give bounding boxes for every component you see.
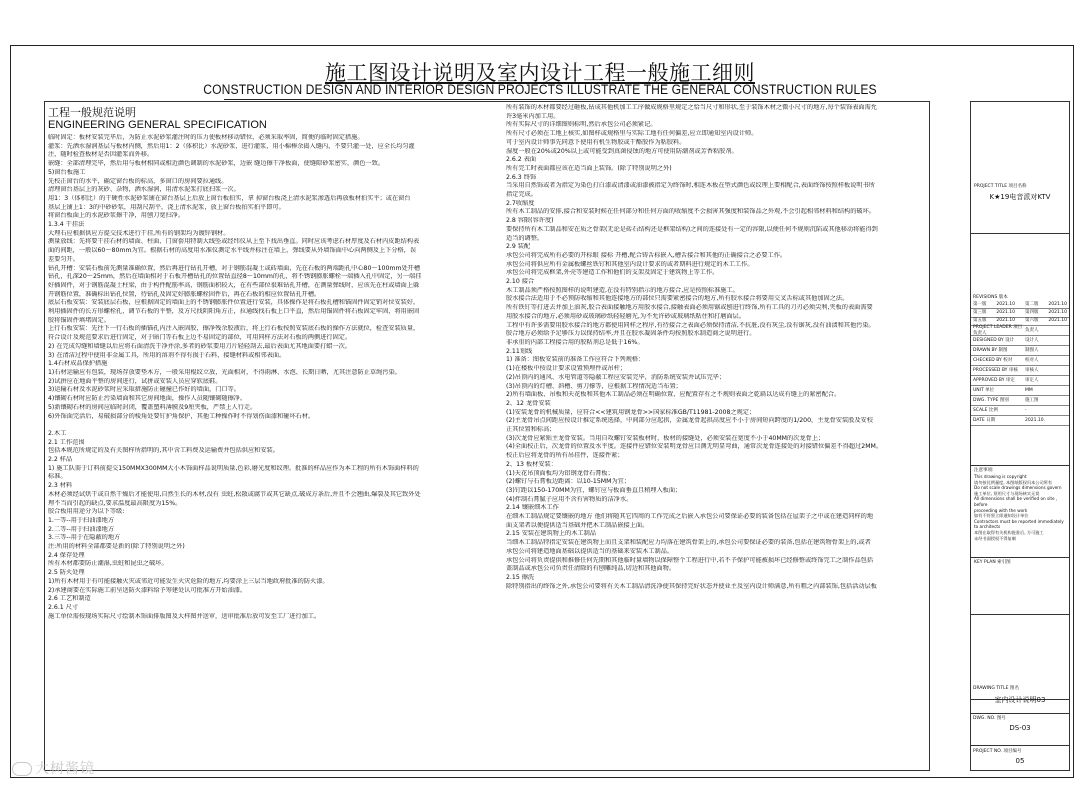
page-title-cn: 施工图设计说明及室内设计工程一般施工细则 [325,61,755,85]
text-line: 适当的调整。 [506,234,544,242]
watermark-logo-icon [12,762,32,776]
text-line: 1) 施工队需于订料前提交150MMX300MM大小木饰面样品说明质量,色彩,磨光度和纹理。批准的样品应作为本工程的所有木饰面样料的 [48,464,419,472]
text-line: 木工制品须严格按照图样的说明建造,在没有特别指示的地方接合,应是按照标准施工。 [506,286,739,294]
text-line: proceeding with the work [974,507,1028,513]
notes-list [974,474,1066,541]
text-line: Do not scale drawings dimensions govern [974,485,1062,491]
text-line: 包括本规范所规定的及有关图样所指明的,其中含工料费及运输费并包括供应和安装。 [48,447,279,455]
text-line: 承包公司将建造地面基础以提供适当的基础来安装木工制品。 [506,547,674,555]
text-line: 2.2 样品 [48,456,73,463]
section-heading-en: ENGINEERING GENERAL SPECIFICATION [48,119,267,131]
field-label: PROCESSED BY 审核 [973,367,1018,373]
revision-cell: 第五版 [973,318,987,324]
title-block-field [971,406,1069,416]
text-line: All dimensions shall be verified on site , before [974,496,1058,507]
right-text-column [506,104,926,768]
text-line: 2.木工 [48,429,67,437]
page-title-en: CONSTRUCTION DESIGN AND INTERIOR DESIGN PROJECTS ILLUSTRATE THE GENERAL CONSTRUCTION RULES [203,82,877,97]
text-line: 1) 准备：图板安装前的准备工作应符合下列规格： [506,356,645,364]
field-value: 设计人 [1025,337,1039,343]
field-label: SCALE 比例 [973,407,998,413]
project-no-label: PROJECT NO. 项目编号 [973,749,1022,754]
text-line: 1.一等--用于扫油漆地方 [48,516,115,524]
title-block-field [971,326,1069,336]
text-line: 非承重的内部工程接合用的胶粘剂总是低于16%。 [506,338,644,346]
text-line: 在细木工制品规定要镶嵌的地方 他们将随其它四周的工作完成之后嵌入承包公司要保证必要的装备包括在屋架子之中或在建造同样的地 [506,513,874,521]
text-line: 1.3.4 干挂法 [48,221,85,229]
text-line: 2.10 接合 [506,278,535,286]
text-line: 4)镶砌石材时应防止污染墙面和其它房间地面，操作人员随镶砌随擦净。 [48,395,247,403]
text-line: 指定完成。 [506,191,537,199]
text-line: 承包公司将负责提供和推修任何先期和其他临时量墙物以保障整个工程进行中,若不予保护可能被损坏已经修整或终饰完工之制作品包括 [506,556,874,564]
revision-cell: 2021.10 [1048,318,1067,324]
text-line: 面支架者以便提供适当基础并把木工制品嵌接上面。 [506,521,649,529]
text-line: 承包公司将供应所有金属板螺丝铁钉和其他室内设计要求的或者期料进行规定的木工工作。 [506,260,754,268]
title-block-field [971,356,1069,366]
text-line: (1)在楼板中按设计要求设置预埋件或吊杆； [506,365,627,373]
title-block-field [971,376,1069,386]
revisions-table [971,301,1069,326]
text-line: 理不当而引起的缺点,要求温度最高限度为15%。 [48,499,182,507]
text-line: 灌浆：先洒水湿润基层与板材内侧，然后用1：2（体积比）水泥砂浆，进行灌浆，用小棉棒余捣入缝内，不要只灌一处，应全长均匀灌 [48,142,415,150]
revision-cell: 第四版 [1024,310,1039,316]
text-line: 工程中有许多需要用胶水接合的地方都使用同样之程序,有待接合之表面必须保持清洁,不抗脏,没有灰尘,没有锯灰,没有油渍和其他污染。 [506,321,875,329]
text-line: 2.1 工作范围 [48,438,85,446]
text-line: Contractors must be reported immediately [974,518,1064,524]
text-line: 2.4 保存处理 [48,551,85,559]
text-line: 1.4石材成品保护措施 [48,360,108,368]
revision-cell: 第六版 [1024,318,1039,324]
text-line: 注，随时检查板材是否因灌浆而外移。 [48,151,154,159]
field-value: MM [1025,387,1033,393]
text-line: 2.6.3 终饰 [506,173,537,181]
notes-box [971,466,1069,558]
field-label: DRAWN BY 制图 [973,347,1008,353]
left-paragraphs [48,134,493,621]
text-line: (1)天花吊顶面板均为铝钢龙骨石膏板； [506,469,614,477]
project-title-box [971,182,1069,234]
text-line: 2.11划线 [506,347,533,355]
text-line: 符合设计及规范要求后进行固定，对于暗门等石板上边不易固定的部位，可用同样方法对石板的两侧进行固定。 [48,334,352,342]
title-block-field [971,396,1069,406]
text-line: 2.6.2 表面 [506,156,537,164]
drawing-title: 室内设计说明03 [994,696,1046,704]
field-label: DESIGNED BY 设计 [973,337,1015,343]
revision-cell: 第三版 [973,310,987,316]
text-line: 标准。 [48,473,67,481]
text-line: 1)所有木材用于有可能接触火灾或邻近可能发生火灾危险的地方,均要涂上三层当地政府批准的防火漆。 [48,577,329,585]
text-line: (3)钉距以150-170MM为宜，螺钉应与板面垂直且稍埋入板面； [506,486,682,494]
text-line: 所有完工时表面都应该在适当面上装饰。(除了特别说明之外) [506,164,672,172]
text-line: 2.6 工艺和制造 [48,595,91,603]
text-line: 3.三等--用于在隐蔽的地方 [48,534,121,542]
text-line: 如有不符须立即通知设计单位 [974,513,1029,519]
text-line: 木材必须经试烘干或自然干燥后才能使用,自然生长的木材,没有 虫蛀,松散或腐节或其它缺点,破成方条后,并且不会翘曲,爆裂及其它致外处 [48,490,421,498]
revisions-box [971,294,1069,466]
text-line: 钻孔，孔深20～25mm，然后在墙面相对于石板开槽钻孔的位置钻直径8～10mm的孔，将不锈钢膨胀螺栓一端插入孔中固定，另一端挂 [48,273,422,281]
text-line: 胶合板用用途分为以下等级: [48,508,125,516]
text-line: 2.15 安装在建筑物上的木工制品 [506,530,596,538]
revision-cell: 2021.10 [996,301,1016,307]
text-line: 湿度一般在20%或20%以上或可能受到真菌侵蚀的地方可使用防潮剂或芳香粘胶剂。 [506,147,738,155]
field-label: PROJECT LEADER 项目负责人 [973,324,1023,336]
text-line: 2.15 擦洗 [506,573,535,581]
text-line: (1)安装龙骨的机械质量，应符合<<建筑用钢龙骨>>国家标准GB/T11981-2008之规定； [506,408,756,416]
text-line: 2.3 材料 [48,482,73,490]
text-line: 未经书面授权不得复制 [974,535,1016,541]
text-line: 差要匀开。 [48,255,79,263]
title-block-field [971,366,1069,376]
left-text-column [48,104,493,768]
text-line: 2.7收缩度 [506,199,535,207]
text-line: 临时固定：板材安装完毕后，为防止水泥砂浆灌注时的压力使板材移动错位，必须采取率固，简便的临时固定措施。 [48,134,364,141]
text-line: 2.5 防火处理 [48,569,85,577]
watermark-text: 大树酱镜 [35,761,95,777]
text-line: (3)次龙骨应紧贴主龙骨安装。当用自攻螺钉安装板材时，板材的接缝处，必须安装在宽度不小于40MM的次龙骨上； [506,434,825,442]
text-line: 2.6.1 尺寸 [48,603,79,611]
text-line: 所有尺寸必须在工地上核实,如图样或规格里与实际工地有任何偏差,应立即通知室内设计师。 [506,130,758,138]
text-line: 2.14 镶嵌细木工作 [506,504,559,512]
text-line: 6)外饰面完活后，易破损部分的棱角处要钉护角保护，其他工种操作时不得划伤面漆和碰坏石材。 [48,412,315,420]
watermark [12,758,95,778]
field-value: - [1025,407,1027,413]
text-line: (4)全面校正后，次龙骨的位置及水平度。连接件应错位安装明龙骨应目测无明显弯曲，通常次龙骨连接处的对接错位偏差不得超过2MM。 [506,443,883,451]
text-line: 要保持所有木工制品和安在质之骨架(无论是砖石结构还是框架结构)之间的连接处有一定的容限,以便任何不规则沉陷或其他移动将能得到 [506,225,878,233]
right-paragraphs [506,104,926,591]
text-line: 承包公司将完成所有必要的开标眼 接标 开槽,配合铸舌标嵌入,槽舌接合和其他的正确接合之必要工作。 [506,251,787,259]
field-value: 2021.10. [1025,417,1046,423]
title-underline [224,99,856,100]
text-line: 上行石板安装：先往下一行石板的插锚孔内注入嵌固胶，擦净残余胶液后，将上行石板按照安装底石板的操作方法就位，检查安装质量， [48,325,420,333]
revision-cell: 2021.10 [1048,310,1067,316]
text-line: 所有木材都要防止潮湿,虫蛀和昆虫之破坏。 [48,560,168,568]
text-line: 胶合地方必须给予足够压力以保持结率,并且在胶水凝固条件均按照胶水制造商之说明进行。 [506,330,756,338]
revision-cell: 第二版 [1024,301,1039,307]
text-line: 请勿按比例量度, 本图纸版权归本公司所有 [974,479,1053,485]
text-line: 施工单位, 须用尺寸与现场核实无误 [974,490,1040,496]
field-value: 审核人 [1025,367,1039,373]
text-line: 底层石板安装：安装底层石板，应根据固定的墙面上的不锈钢膨胀件位置进行安装，具体操作是将石板孔槽和锚固件固定销对位安装好， [48,299,420,307]
drawing-title-label: DRAWING TITLE 图名 [973,686,1019,691]
text-line: 所有实际尺寸的详细图则标明,然后承包公司必须紧记。 [506,121,657,129]
text-line: 用胶水接合的地方,必须用砂或玻璃砂纸轻轻磨光,为不允许砂或玻璃纸粘住和打磨面层。 [506,312,746,320]
text-line [48,421,493,430]
text-line: 2)所有墙面板、吊板和天花板和其他木工制品必须在明确位置，应配置存有之不规则表面之乾扁以达成有缝上的紧密配合。 [506,391,841,399]
text-line: 2.9 装配 [506,243,531,251]
field-label: APPROVED BY 审定 [973,377,1015,383]
field-value: 审定人 [1025,377,1039,383]
signature-fields [971,326,1069,426]
dwg-no: DS-03 [1009,724,1031,732]
text-line: 胶将锚固件填堵固定。 [48,316,110,324]
text-line: 3) 在清洁过程中使用非金属工具，所用的溶剂不得有损于石料，接缝材料或相邻表面。 [48,351,286,359]
text-line: 所有木工制品的安排,接合和安装时候在任何部分和任何方面的收缩度不会损害其强度和装饰品之外观,不会引起相邻材料和结构的破坏。 [506,208,875,216]
text-line: 利用插固件的长方形螺栓孔，调节石板的平整，及方尺找阴阳角方正，拉通线找石板上口平直，然后用锚固件将石板固定牢固，将用嵌固 [48,308,420,316]
section-heading-cn: 工程一般规范说明 [48,106,136,119]
text-line: 面的间距，一般以60～80mm为宜。根据石材的高度用水准仪测定水平线并标注在墙上，弹线要从外墙饰面中心向两侧及上下分格，误 [48,247,417,255]
text-line: 承包公司将完成框架,外壳等建造工作和他们的支架及固定于建筑物上等工作。 [506,269,719,277]
text-line: 2) 在完成勾缝和墙缝以后应将石面清洗干净并涂,多者的砂浆要用刀片轻轻刮去,最后表面尤其地面要打蜡一次。 [48,342,352,350]
text-line: 本图在取得有关机构批准后, 方可施工 [974,529,1044,535]
revision-cell: 2021.10 [996,318,1016,324]
text-line: 所有装饰的木材都要经过砸板,钻成其他机加工工序做成规格里规定之恰当尺寸和形状,至于装饰木材之微小尺寸的地方,每个装饰表面需允 [506,104,877,111]
title-block-field [971,336,1069,346]
field-value: 负责人 [1025,327,1039,333]
field-label: UNIT 单位 [973,387,995,393]
text-line: 用1：3（体积比）的干硬性水泥砂浆铺在窗台基层上后放上窗台板拍实，拿 掉窗台板浇上清水泥浆渗透后再放板材拍实平；或在窗台 [48,194,411,202]
text-line: 2.二等--用于扫油漆地方 [48,525,115,533]
title-block-field [971,416,1069,426]
revision-row [971,301,1069,309]
text-line: 许3毫米内加工用。 [506,112,560,120]
text-line: 校正后应将龙骨的所有吊挂件，连接件紧； [506,452,624,460]
text-line: 除特别指出的终饰之外,承包公司要将有关木工制品清洗净使其保持完好状态并使业主及室内设计师满意,所有粗之内部装饰,包括活动层板 [506,582,877,590]
text-line: 当采用自然饰或者为指定为染色打白漆或清漆或油漆被指定为终饰时,相连木板在型式颜色或纹理上要相配合,表面终饰按照样板说明书所 [506,182,875,190]
text-line: 2、12 龙骨安装 [506,399,551,407]
text-line: 5)窗台板施工 [48,168,86,176]
text-line: 好插固件，对于钢筋混凝土柱梁，由于构件配筋率高，钢筋面积较大，在有些部位很难钻孔开槽，在测量弹线时，应该先在柱或墙面上躲 [48,281,420,289]
text-line: 大理石应根据供应方提交技术进行干挂,所有的钢架均为镀锌钢材。 [48,229,230,237]
project-title-label: PROJECT TITLE 项目名称 [974,184,1027,189]
revision-cell: 第一版 [973,301,987,307]
text-line: 1)石材运输应有包装，现场存放要垫木方，一般采用棍纹立放，光面相对，不得雨淋、水泡、长期日晒，尤其注意防止草绳污染。 [48,368,401,376]
text-line: 可于室内设计师事先同意下使用有机生物胶或干酪胶作为粘胶料。 [506,138,686,146]
field-label: DWG. TYPE 图别 [973,397,1009,403]
field-value: 校对人 [1025,357,1039,363]
text-line: 当细木工制品特指定安装在建筑物上而且支架和装配应力均落在建筑骨架上的,承包公司要保证必要的装备,包括在建筑物骨架上的,或者 [506,539,871,547]
text-line: 胶水接合法适用于不必预防收缩和其他连接地方的部位只需要紧密接合的地方,所有胶水接合将要用交叉舌标或其他加固之法。 [506,295,849,303]
text-line: (2)吊顶内的通风、水电管道等隐蔽工程应安装完毕，消防系统安装并试压完毕； [506,373,726,381]
text-line: 2、13 板材安装： [506,460,557,468]
text-line: (2)主龙骨吊点间距应按设计推定系统选择，中间部分应起拱，金属龙骨起拱高度应不小于房间短向跨度的1/200，主龙骨安装股及安校 [506,417,873,425]
text-line: 2)试拼应在地面平整的房间进行，试拼或安装人员应穿软底鞋。 [48,377,222,385]
project-title: K★19电音派对KTV [989,193,1051,201]
notes-title: 注意事项: [974,468,994,473]
dwg-no-label: DWG. NO. 图号 [973,716,1006,721]
text-line: 施工单位需按现场实际尺寸绘制木饰面排版图及大样图并送审，送审批准后放可发至工厂进行加工。 [48,612,321,620]
revisions-label: REVISIONS 版本 [973,295,1008,300]
revision-cell: 2021.10 [1048,301,1067,307]
text-line: 所有铁钉等打进去并加上油灰,胶合表面接触地方用胶水接合,接触表面必须用锯或刨进行终饰,所有工具的刀刃必须尖利,夹板的表面需要 [506,304,873,312]
text-line: to architects [974,524,1001,530]
title-block-field [971,386,1069,396]
text-line: 基层上铺上1：3的中砂砂浆，用刮尺刮平，浇上清水泥浆，放上窗台板拍实拍平即可。 [48,203,285,211]
text-line: 先校正窗台的水平，确定窗台板的标高，多窗口的房间要拉通线。 [48,177,228,185]
text-line: 2)承建商要在实际施工前呈送防火漆料给予筹建处认可批准方开始油漆。 [48,586,247,594]
field-value: 制图人 [1025,347,1039,353]
revision-row [971,309,1069,317]
project-no: 05 [1015,757,1025,765]
field-label: CHECKED BY 校对 [973,357,1013,363]
title-block-field [971,346,1069,356]
text-line: 清理窗台基层上的灰砂、杂物，洒水湿润，用清水泥浆打底扫浆一次。 [48,186,240,194]
key-plan-label: KEY PLAN 索引图 [974,560,1011,565]
text-line: (3)吊顶内的灯槽、斜槽、剪刀撑等，应根据工程情况适当布置； [506,382,682,390]
text-line: (2)螺钉与石膏板边距离：以10-15MM为宜； [506,478,631,486]
text-line: 测量放线：先将要干挂石材的墙面、柱面、门窗套用特制大线坠或经纬仪从上至下找出垂直。同时应该考虑石材厚度及石材内皮距结构表 [48,238,420,246]
revision-cell: 2021.10 [996,310,1016,316]
text-line: 盖制品或承包公司负责任清除的有刨雕纯品,切边和其他面物。 [506,565,676,573]
text-line: 钻孔开槽：安装石板前先测量准确位置，然后再进行钻孔开槽，对于钢筋混凝土或砖墙面，先在石板的两端距孔中心80～100mm处开槽 [48,264,421,272]
text-line: 开钢筋位置，准确标出钻孔位置，待钻孔及固定好膨胀螺栓固件后，再在石板的相应位置钻孔开槽。 [48,290,321,298]
text-line: 2.8 容限(容许度) [506,217,554,225]
text-line: 嵌缝：全部清理完毕，然后用与板材相同或相近颜色调制的水泥砂浆，边嵌 缝边擦干净板面，使缝隙砂浆密实，颜色一致。 [48,160,385,168]
text-line: (4)拌制石膏腻子应用不含有害物质的洁净水。 [506,495,633,503]
text-line: 注:所用的材料全部都要是新的(除了特别说明之外) [48,543,185,551]
text-line: 将窗台板面上的水泥砂浆擦干净，用刨刀宽扫净。 [48,212,185,220]
text-line: 3)运输石材及水泥砂浆时应采取措施防止碰撞已作好的墙面，门口等。 [48,386,240,394]
field-value: 施工图 [1025,397,1039,403]
text-line: 5)新镶砌石材的房间应临时封闭，覆盖塑料薄膜及9厘夹板，严禁上人行走。 [48,403,257,411]
text-line: 正其位置和标高； [506,426,556,434]
field-label: DATE 日期 [973,417,996,423]
text-line: This drawing is copyright [974,474,1027,479]
